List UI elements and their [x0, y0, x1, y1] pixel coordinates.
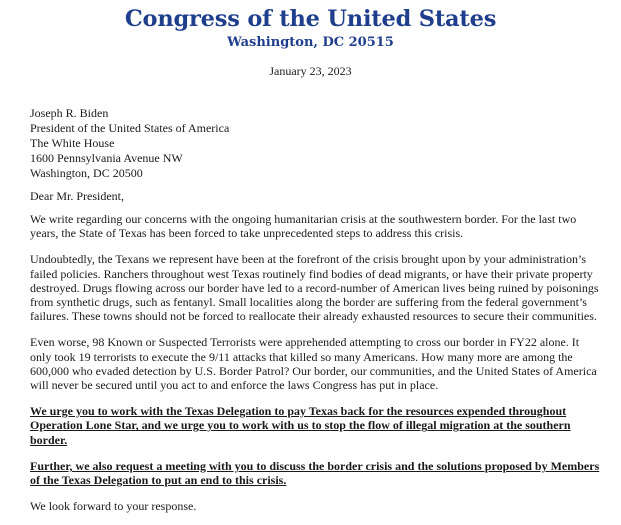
paragraph-intro: We write regarding our concerns with the ongoing humanitarian crisis at the southwestern border. For the last two years, the State of Texas has been forced to take unprecedented steps to address this crisis. [30, 212, 577, 241]
recipient-building: The White House [30, 136, 115, 150]
paragraph-request-meeting: Further, we also request a meeting with you to discuss the border crisis and the solutions proposed by Members of the Texas Delegation to put an end to this crisis. [30, 458, 600, 488]
letterhead-location: Washington, DC 20515 [227, 35, 394, 50]
paragraph-texans: Undoubtedly, the Texans we represent have been at the forefront of the crisis brought upon by your administration’s failed policies. Ranchers throughout west Texas routinely find bodies of dead migrants, or have their private property destroyed. Drugs flowing across our border have led to a record-number of American lives being ruined by poisonings from synthetic drugs, such as fentanyl. Small localities along the border are suffering from the federal government’s failures. These towns should not be forced to reallocate their already exhausted resources to secure their communities. [30, 252, 599, 324]
letterhead [0, 5, 621, 51]
letterhead-title: Congress of the United States [124, 6, 497, 32]
paragraph-request-reimbursement: We urge you to work with the Texas Delegation to pay Texas back for the resources expended throughout Operation Lone Star, and we urge you to work with us to stop the flow of illegal migration at the southern border. [30, 404, 571, 447]
letter-body [30, 212, 602, 525]
recipient-city: Washington, DC 20500 [30, 166, 143, 180]
closing-line: We look forward to your response. [30, 499, 197, 514]
recipient-title: President of the United States of America [30, 121, 230, 135]
letter-date: January 23, 2023 [269, 64, 352, 78]
recipient-address [30, 106, 229, 181]
recipient-street: 1600 Pennsylvania Avenue NW [30, 151, 183, 165]
paragraph-terrorists: Even worse, 98 Known or Suspected Terrorists were apprehended attempting to cross our border in FY22 alone. It only took 19 terrorists to execute the 9/11 attacks that killed so many Americans. How many more are among the 600,000 who evaded detection by U.S. Border Patrol? Our border, our communities, and the United States of America will never be secured until you act to and enforce the laws Congress has put in place. [30, 335, 597, 393]
recipient-name: Joseph R. Biden [30, 106, 109, 120]
salutation: Dear Mr. President, [30, 189, 124, 203]
